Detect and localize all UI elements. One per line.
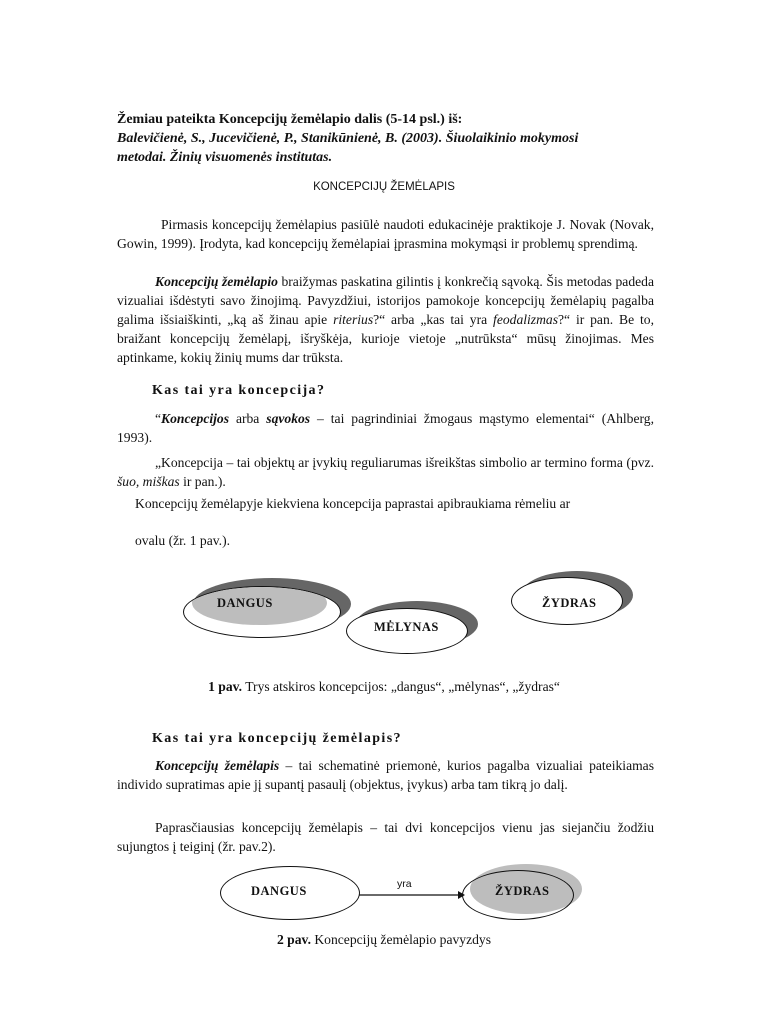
figure-2-text: Koncepcijų žemėlapio pavyzdys bbox=[310, 932, 492, 947]
intro-text-1: Pirmasis koncepcijų žemėlapius pasiūlė naudoti edukacinėje praktikoje J. Novak (Novak, Gowin, 1999). Įrodyta, kad koncepcijų žemėlapiai įprasmina mokymąsi ir problemų sprendimą. bbox=[117, 217, 654, 251]
term-concept-map-2: Koncepcijų žemėlapis bbox=[155, 758, 280, 773]
citation-line-1: Balevičienė, S., Jucevičienė, P., Stanikūnienė, B. (2003). Šiuolaikinio mokymosi bbox=[117, 131, 579, 146]
source-intro: Žemiau pateikta Koncepcijų žemėlapio dalis (5-14 psl.) iš: bbox=[117, 112, 463, 127]
node-melynas bbox=[346, 601, 478, 656]
intro-text-2a: braižymas paskatina gilintis į konkrečią sąvoką. Šis metodas padeda vizualiai išdėstyti savo žinojimą. Pavyzdžiui, istorijos pamokoje koncepcijų žemėlapių pagalba galima išsiaiškinti, „ką aš žinau apie bbox=[117, 274, 654, 327]
figure-2-caption bbox=[0, 932, 768, 948]
concept-quote bbox=[117, 453, 654, 491]
intro-paragraph-1 bbox=[117, 215, 654, 253]
concept-quote-a: „Koncepcija – tai objektų ar įvykių reguliarumas išreikštas simbolio ar termino forma (pvz. bbox=[155, 455, 654, 470]
concept-quote-b: ir pan.). bbox=[179, 474, 226, 489]
figure-1-caption bbox=[0, 679, 768, 695]
term-concepts: Koncepcijos bbox=[161, 411, 230, 426]
intro-text-2c: ?“ ir pan. Be to, braižant koncepcijų žemėlapį, išryškėja, kurioje vietoje „nutrūksta“ mūsų žinojimas. Mes aptinkame, kokių žinių mums dar trūksta. bbox=[117, 312, 654, 365]
fig2-node-zydras bbox=[462, 864, 582, 922]
figure-2-number: 2 pav. bbox=[276, 932, 311, 947]
fig2-node-zydras-label: ŽYDRAS bbox=[495, 884, 550, 898]
citation-line-2: metodai. Žinių visuomenės institutas. bbox=[117, 150, 333, 165]
fig2-node-dangus bbox=[220, 866, 360, 920]
page-title: KONCEPCIJŲ ŽEMĖLAPIS bbox=[313, 181, 455, 193]
concept-map-def-text: – tai schematinė priemonė, kurios pagalba vizualiai pateikiamas individo supratimas apie jį supantį pasaulį (objektus, įvykus) arba tam tikrą jo dalį. bbox=[117, 758, 654, 792]
concept-definition bbox=[117, 409, 654, 447]
intro-paragraph-2 bbox=[117, 272, 654, 367]
node-dangus-label: DANGUS bbox=[217, 596, 273, 610]
fig2-node-dangus-label: DANGUS bbox=[251, 884, 307, 898]
oval-note-line-1: Koncepcijų žemėlapyje kiekviena koncepcija paprastai apibraukiama rėmeliu ar bbox=[135, 496, 571, 511]
simplest-map-paragraph bbox=[117, 818, 654, 856]
fig2-link-arrow bbox=[358, 886, 466, 904]
term-notions: sąvokos bbox=[266, 411, 311, 426]
section-heading-concept: Kas tai yra koncepcija? bbox=[152, 383, 326, 398]
quote-open: “ bbox=[155, 411, 162, 426]
concept-examples: šuo, miškas bbox=[117, 474, 180, 489]
figure-1-text: Trys atskiros koncepcijos: „dangus“, „mėlynas“, „žydras“ bbox=[242, 679, 560, 694]
concept-map-definition bbox=[117, 756, 654, 794]
section-heading-concept-map: Kas tai yra koncepcijų žemėlapis? bbox=[152, 731, 402, 746]
term-knights: riterius bbox=[333, 312, 374, 327]
figure-1-number: 1 pav. bbox=[208, 679, 243, 694]
term-concept-map: Koncepcijų žemėlapio bbox=[155, 274, 278, 289]
fig2-link-label: yra bbox=[397, 878, 412, 890]
intro-text-2b: ?“ arba „kas tai yra bbox=[373, 312, 494, 327]
oval-note-line-2: ovalu (žr. 1 pav.). bbox=[135, 533, 230, 548]
concept-def-rest: – tai pagrindiniai žmogaus mąstymo elementai“ (Ahlberg, 1993). bbox=[117, 411, 654, 445]
concept-def-mid: arba bbox=[229, 411, 267, 426]
node-dangus bbox=[183, 578, 351, 640]
node-zydras-label: ŽYDRAS bbox=[542, 596, 597, 610]
node-melynas-label: MĖLYNAS bbox=[374, 620, 439, 634]
simplest-map-text: Paprasčiausias koncepcijų žemėlapis – tai dvi koncepcijos vienu jas siejančiu žodžiu sujungtos į teiginį (žr. pav.2). bbox=[117, 820, 654, 854]
node-zydras bbox=[511, 571, 633, 627]
term-feudalism: feodalizmas bbox=[493, 312, 558, 327]
